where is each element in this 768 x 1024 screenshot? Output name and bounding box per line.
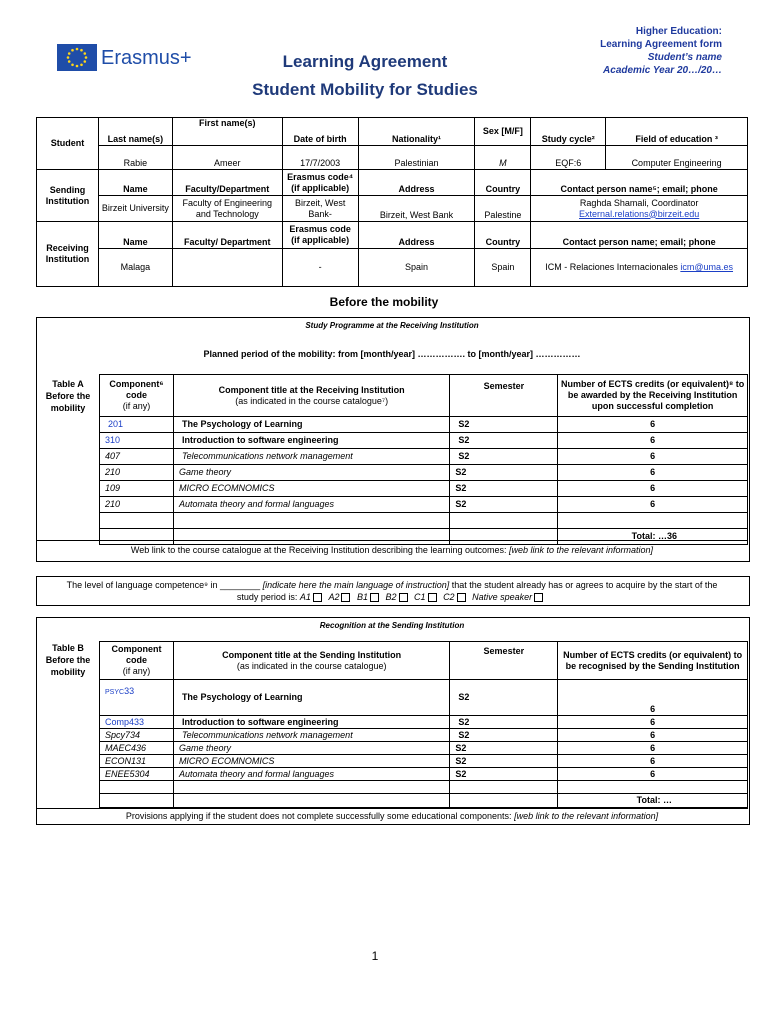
table-a-header-semester: Semester [450, 375, 558, 417]
logo-text: Erasmus+ [101, 47, 192, 69]
table-b-title: Introduction to software engineering [173, 716, 449, 729]
table-a-empty-cell [173, 513, 449, 529]
receiving-header-faculty: Faculty/ Department [172, 222, 282, 249]
table-a-ects: 6 [558, 497, 748, 513]
receiving-name: Malaga [98, 249, 172, 287]
table-b-code: MAEC436 [100, 742, 174, 755]
student-field: Computer Engineering [606, 146, 748, 170]
header-study-cycle: Study cycle² [531, 118, 606, 146]
table-b-provisions-row [36, 808, 748, 823]
student-sex: M [475, 146, 531, 170]
eu-flag-icon [57, 44, 97, 71]
student-first-name: Ameer [172, 146, 282, 170]
table-a-code: 407 [100, 449, 174, 465]
sending-header-erasmus: Erasmus code⁴ (if applicable) [282, 170, 358, 196]
table-b-header-code-label: Component code [111, 644, 162, 665]
header-right-line4: Academic Year 20…/20… [603, 65, 722, 76]
receiving-address: Spain [358, 249, 475, 287]
table-a-empty-cell [558, 513, 748, 529]
table-a-header-code-sub: (if any) [122, 401, 151, 411]
level-a2-checkbox[interactable] [341, 593, 350, 602]
level-b1-checkbox[interactable] [370, 593, 379, 602]
table-a-header-code [100, 375, 174, 417]
receiving-header-name: Name [98, 222, 172, 249]
receiving-faculty [172, 249, 282, 287]
table-b-provisions-link: [web link to the relevant information] [514, 811, 659, 821]
table-b-title: MICRO ECOMNOMICS [173, 755, 449, 768]
sending-header-address: Address [358, 170, 475, 196]
student-label: Student [37, 118, 99, 170]
table-b-header-title [173, 642, 449, 680]
table-b-code-prefix: PSYC [105, 689, 125, 696]
level-native-label: Native speaker [472, 592, 533, 602]
level-b2-label: B2 [385, 592, 397, 602]
before-mobility-title: Before the mobility [329, 295, 439, 309]
table-b-ects: 6 [558, 742, 748, 755]
table-a-total: Total: …36 [558, 529, 748, 545]
sending-label: Sending Institution [37, 170, 99, 222]
erasmus-logo [57, 44, 197, 74]
student-last-name: Rabie [98, 146, 172, 170]
header-right-line1: Higher Education: [635, 26, 722, 37]
table-a-code: 210 [100, 497, 174, 513]
header-field: Field of education ³ [606, 118, 748, 146]
header-right-line3: Student’s name [647, 52, 722, 63]
header-last-name: Last name(s) [98, 118, 172, 146]
table-a-title: Automata theory and formal languages [173, 497, 449, 513]
table-b-title: Telecommunications network management [173, 729, 449, 742]
header-right-block [600, 25, 722, 77]
info-table [36, 117, 748, 287]
table-a-semester: S2 [450, 417, 558, 433]
table-a-header-title-label: Component title at the Receiving Institution [218, 384, 405, 395]
table-a-title: Game theory [173, 465, 449, 481]
header-nationality: Nationality¹ [358, 118, 475, 146]
table-a [99, 374, 748, 545]
table-a-ects: 6 [558, 465, 748, 481]
table-b-header-semester: Semester [450, 642, 558, 680]
table-b-semester: S2 [450, 729, 558, 742]
table-a-ects: 6 [558, 449, 748, 465]
receiving-contact: ICM - Relaciones Internacionales [545, 262, 678, 272]
table-a-semester: S2 [450, 497, 558, 513]
student-nationality: Palestinian [358, 146, 475, 170]
table-b-code: Comp433 [100, 716, 174, 729]
table-a-code: 109 [100, 481, 174, 497]
table-a-caption: Study Programme at the Receiving Institution [305, 321, 479, 330]
page-number: 1 [371, 949, 379, 963]
student-dob: 17/7/2003 [282, 146, 358, 170]
level-b1-label: B1 [356, 592, 368, 602]
table-b-header-ects: Number of ECTS credits (or equivalent) to be recognised by the Sending Institution [558, 642, 748, 680]
table-a-ects: 6 [558, 433, 748, 449]
receiving-header-country: Country [475, 222, 531, 249]
table-a-header-ects: Number of ECTS credits (or equivalent)⁸ to be awarded by the Receiving Institution upon successful completion [558, 375, 748, 417]
table-a-semester: S2 [450, 449, 558, 465]
receiving-label: Receiving Institution [37, 222, 99, 287]
level-b2-checkbox[interactable] [399, 593, 408, 602]
table-b-semester: S2 [450, 716, 558, 729]
sending-faculty: Faculty of Engineering and Technology [172, 196, 282, 222]
table-b-title: Automata theory and formal languages [173, 768, 449, 781]
sending-header-faculty: Faculty/Department [172, 170, 282, 196]
sending-contact: Raghda Shamali, Coordinator [579, 197, 699, 208]
page-title: Learning Agreement [282, 52, 448, 71]
receiving-country: Spain [475, 249, 531, 287]
receiving-header-contact: Contact person name; email; phone [531, 222, 748, 249]
table-a-weblink-link: [web link to the relevant information] [508, 545, 654, 555]
table-b-ects: 6 [558, 729, 748, 742]
sending-header-country: Country [475, 170, 531, 196]
language-text-4: study period is: [236, 592, 300, 602]
table-b-semester: S2 [450, 680, 558, 716]
header-first-name: First name(s) [172, 118, 282, 146]
table-a-header-title [173, 375, 449, 417]
header-sex: Sex [M/F] [475, 118, 531, 146]
table-b-code: ENEE5304 [100, 768, 174, 781]
table-b-empty-cell [173, 781, 449, 794]
table-a-weblink-row [36, 540, 748, 560]
language-instruction-hint: [indicate here the main language of instruction] [262, 580, 450, 590]
table-a-period: Planned period of the mobility: from [month/year] ……………. to [month/year] …………… [203, 349, 581, 359]
table-a-semester: S2 [450, 433, 558, 449]
level-a2-label: A2 [328, 592, 340, 602]
table-a-ects: 6 [558, 417, 748, 433]
receiving-contact-cell [531, 249, 748, 287]
table-a-code: 210 [100, 465, 174, 481]
table-a-header-title-sub: (as indicated in the course catalogue⁷) [235, 395, 389, 406]
level-a1-label: A1 [299, 592, 311, 602]
table-a-title: Telecommunications network management [173, 449, 449, 465]
receiving-header-erasmus: Erasmus code (if applicable) [282, 222, 358, 249]
table-a-code: 310 [100, 433, 174, 449]
sending-email-link[interactable]: External.relations@birzeit.edu [579, 208, 700, 219]
table-a-semester: S2 [450, 481, 558, 497]
sending-contact-cell [531, 196, 748, 222]
table-b-empty-cell [450, 781, 558, 794]
header-right-line2: Learning Agreement form [600, 39, 722, 50]
level-c1-label: C1 [414, 592, 426, 602]
sending-header-contact: Contact person name⁵; email; phone [531, 170, 748, 196]
table-b [99, 641, 748, 808]
table-b-empty-cell [558, 781, 748, 794]
receiving-erasmus: - [282, 249, 358, 287]
table-a-label: Table A Before the mobility [45, 379, 91, 413]
table-b-semester: S2 [450, 755, 558, 768]
table-b-header-code-sub: (if any) [122, 666, 151, 676]
table-b-ects: 6 [558, 716, 748, 729]
table-b-title: The Psychology of Learning [173, 680, 449, 716]
table-b-code: Spcy734 [100, 729, 174, 742]
level-c2-checkbox[interactable] [457, 593, 466, 602]
sending-name: Birzeit University [98, 196, 172, 222]
sending-address: Birzeit, West Bank [358, 196, 475, 222]
table-b-code-cell [100, 680, 174, 716]
header-dob: Date of birth [282, 118, 358, 146]
table-b-title: Game theory [173, 742, 449, 755]
table-b-provisions-text: Provisions applying if the student does not complete successfully some educational components: [125, 811, 515, 821]
table-a-title: MICRO ECOMNOMICS [173, 481, 449, 497]
table-b-ects: 6 [558, 768, 748, 781]
table-b-header-title-label: Component title at the Sending Institution [222, 649, 402, 660]
table-b-code-num: 33 [124, 686, 135, 696]
table-a-title: The Psychology of Learning [173, 417, 449, 433]
sending-header-name: Name [98, 170, 172, 196]
language-competence [40, 579, 744, 603]
table-b-semester: S2 [450, 742, 558, 755]
table-b-header-code [100, 642, 174, 680]
table-a-ects: 6 [558, 481, 748, 497]
table-b-empty-cell [100, 794, 174, 808]
table-a-weblink-text: Web link to the course catalogue at the Receiving Institution describing the learning outcomes: [130, 545, 509, 555]
table-b-semester: S2 [450, 768, 558, 781]
student-cycle: EQF:6 [531, 146, 606, 170]
level-c1-checkbox[interactable] [428, 593, 437, 602]
table-a-header-code-label: Component⁶ code [109, 379, 164, 400]
page-subtitle: Student Mobility for Studies [252, 80, 478, 99]
table-a-semester: S2 [450, 465, 558, 481]
receiving-email-link[interactable]: icm@uma.es [680, 262, 734, 272]
sending-country: Palestine [475, 196, 531, 222]
table-a-code: 201 [100, 417, 174, 433]
table-b-code: ECON131 [100, 755, 174, 768]
table-b-empty-cell [450, 794, 558, 808]
receiving-header-address: Address [358, 222, 475, 249]
table-a-empty-cell [450, 513, 558, 529]
level-native-checkbox[interactable] [534, 593, 543, 602]
sending-erasmus: Birzeit, West Bank- [282, 196, 358, 222]
table-b-ects: 6 [558, 680, 748, 716]
language-text-3: that the student already has or agrees to acquire by the start of the [449, 580, 718, 590]
level-a1-checkbox[interactable] [313, 593, 322, 602]
table-b-ects: 6 [558, 755, 748, 768]
table-b-header-title-sub: (as indicated in the course catalogue) [236, 660, 387, 671]
table-a-empty-cell [100, 513, 174, 529]
level-c2-label: C2 [443, 592, 455, 602]
table-a-title: Introduction to software engineering [173, 433, 449, 449]
table-b-empty-cell [100, 781, 174, 794]
language-text-1: The level of language competence⁹ in ________ [66, 580, 263, 590]
table-b-label: Table B Before the mobility [45, 643, 91, 677]
table-b-total: Total: … [558, 794, 748, 808]
table-b-empty-cell [173, 794, 449, 808]
table-b-caption: Recognition at the Sending Institution [319, 621, 465, 630]
